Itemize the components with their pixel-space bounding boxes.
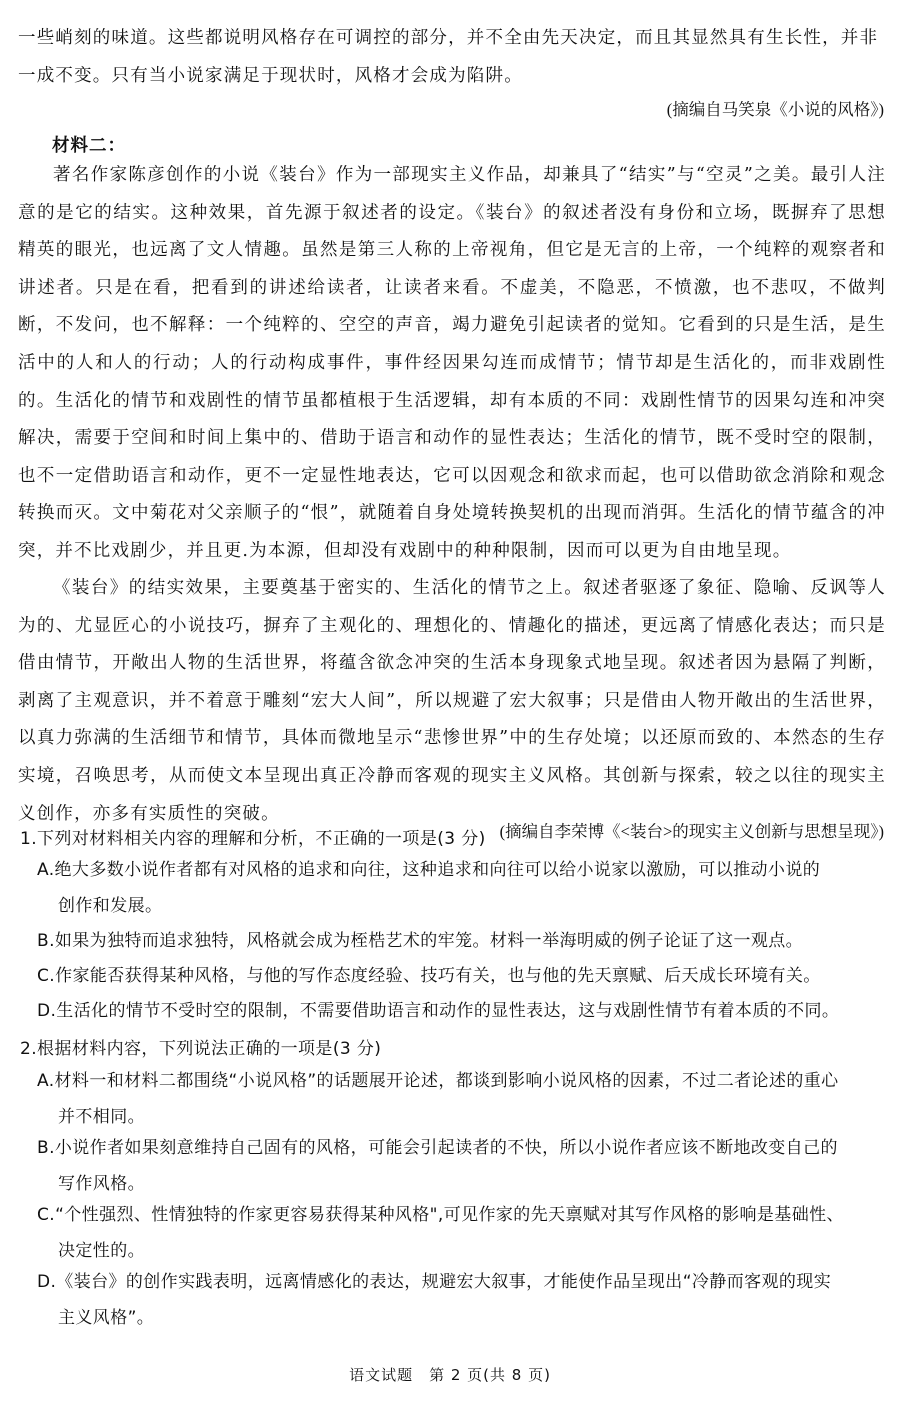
question-2-stem: 2.根据材料内容，下列说法正确的一项是(3 分): [20, 1039, 382, 1059]
option-text: B.小说作者如果刻意维持自己固有的风格，可能会引起读者的不快，所以小说作者应该不断地改变自己的: [37, 1138, 838, 1158]
question-2-option-a: [37, 1063, 887, 1135]
source-citation-1: (摘编自马笑泉《小说的风格》): [666, 100, 884, 119]
material-2-paragraph-1: 著名作家陈彦创作的小说《装台》作为一部现实主义作品，却兼具了“结实”与“空灵”之美。最引人注意的是它的结实。这种效果，首先源于叙述者的设定。《装台》的叙述者没有身份和立场，既摒弃了思想精英的眼光，也远离了文人情趣。虽然是第三人称的上帝视角，但它是无言的上帝，一个纯粹的观察者和讲述者。只是在看，把看到的讲述给读者，让读者来看。不虚美，不隐恶，不愤激，也不悲叹，不做判断，不发问，也不解释：一个纯粹的、空空的声音，竭力避免引起读者的觉知。它看到的只是生活，是生活中的人和人的行动；人的行动构成事件，事件经因果勾连而成情节；情节却是生活化的，而非戏剧性的。生活化的情节和戏剧性的情节虽都植根于生活逻辑，却有本质的不同：戏剧性情节的因果勾连和冲突解决，需要于空间和时间上集中的、借助于语言和动作的显性表达；生活化的情节，既不受时空的限制，也不一定借助语言和动作，更不一定显性地表达，它可以因观念和欲求而起，也可以借助欲念消除和观念转换而灭。文中菊花对父亲顺子的“恨”，就随着自身处境转换契机的出现而消弭。生活化的情节蕴含的冲突，并不比戏剧少，并且更.为本源，但却没有戏剧中的种种限制，因而可以更为自由地呈现。: [18, 165, 886, 561]
option-text: A.绝大多数小说作者都有对风格的追求和向往，这种追求和向往可以给小说家以激励，可以推动小说的: [37, 860, 821, 880]
question-2-option-c: [37, 1197, 887, 1269]
material-2-paragraph-2: 《装台》的结实效果，主要奠基于密实的、生活化的情节之上。叙述者驱逐了象征、隐喻、反讽等人为的、尤显匠心的小说技巧，摒弃了主观化的、理想化的、情趣化的描述，更远离了情感化表达；而只是借由情节，开敞出人物的生活世界，将蕴含欲念冲突的生活本身现象式地呈现。叙述者因为悬隔了判断，剥离了主观意识，并不着意于雕刻“宏大人间”，所以规避了宏大叙事；只是借由人物开敞出的生活世界，以真力弥满的生活细节和情节，具体而微地呈示“悲惨世界”中的生存处境；以还原而致的、本然态的生存实境，召唤思考，从而使文本呈现出真正冷静而客观的现实主义风格。其创新与探索，较之以往的现实主义创作，亦多有实质性的突破。: [18, 578, 886, 824]
source-citation-2: (摘编自李荣博《<装台>的现实主义创新与思想呈现》): [499, 822, 884, 841]
option-text: D.《装台》的创作实践表明，远离情感化的表达，规避宏大叙事，才能使作品呈现出“冷静而客观的现实: [37, 1272, 832, 1292]
question-1-option-b: B.如果为独特而追求独特，风格就会成为桎梏艺术的牢笼。材料一举海明威的例子论证了这一观点。: [37, 931, 804, 951]
option-text-continued: 主义风格”。: [58, 1308, 155, 1328]
question-1-option-a: [37, 852, 887, 924]
option-text: A.材料一和材料二都围绕“小说风格”的话题展开论述，都谈到影响小说风格的因素，不过二者论述的重心: [37, 1071, 839, 1091]
intro-line-1: 一些峭刻的味道。这些都说明风格存在可调控的部分，并不全由先天决定，而且其显然具有生长性，并非: [18, 28, 879, 48]
option-text: C.“个性强烈、性情独特的作家更容易获得某种风格",可见作家的先天禀赋对其写作风格的影响是基础性、: [37, 1205, 844, 1225]
option-text-continued: 创作和发展。: [58, 896, 163, 916]
page-footer: 语文试题 第 2 页(共 8 页): [349, 1366, 551, 1384]
intro-paragraph: [18, 20, 886, 95]
question-1-option-c: C.作家能否获得某种风格，与他的写作态度经验、技巧有关，也与他的先天禀赋、后天成长环境有关。: [37, 966, 821, 986]
question-1-option-d: D.生活化的情节不受时空的限制，不需要借助语言和动作的显性表达，这与戏剧性情节有着本质的不同。: [37, 1001, 840, 1021]
intro-line-2: 一成不变。只有当小说家满足于现状时，风格才会成为陷阱。: [18, 65, 523, 86]
option-text-continued: 写作风格。: [58, 1174, 145, 1194]
option-text-continued: 决定性的。: [58, 1241, 145, 1261]
question-2-option-d: [37, 1264, 887, 1336]
option-text-continued: 并不相同。: [58, 1107, 145, 1127]
question-1-stem: 1.下列对材料相关内容的理解和分析，不正确的一项是(3 分): [20, 829, 486, 849]
question-2-option-b: [37, 1130, 887, 1202]
material-2-heading: 材料二：: [52, 136, 126, 156]
